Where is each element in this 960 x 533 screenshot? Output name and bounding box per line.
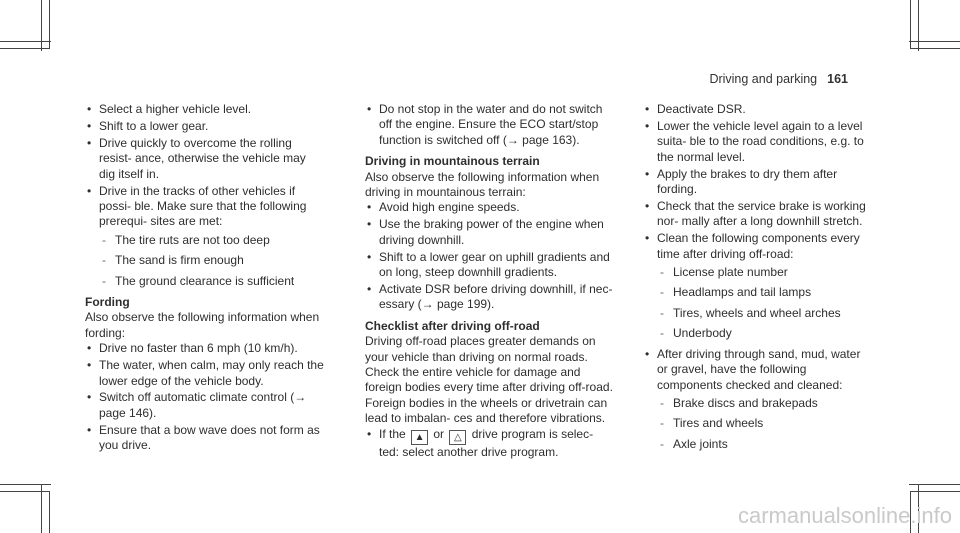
list-item: • Ensure that a bow wave does not form as you drive. [85,423,325,454]
list-item: • Shift to a lower gear on uphill gradients and on long, steep downhill gradients. [365,250,615,281]
section-heading-fording: Fording [85,294,130,309]
sub-list-item: - Tires and wheels [643,416,873,431]
sub-list-item: - Axle joints [643,437,873,452]
list-item: • Check that the service brake is working nor- mally after a long downhill stretch. [643,199,873,230]
list-item [365,427,615,460]
column-2 [365,102,615,462]
list-item: • Apply the brakes to dry them after fording. [643,167,873,198]
list-item: • The water, when calm, may only reach the lower edge of the vehicle body. [85,358,325,389]
list-item: • Clean the following components every time after driving off-road: [643,231,873,262]
list-item: • Drive quickly to overcome the rolling resist- ance, otherwise the vehicle may dig itself in. [85,136,325,182]
paragraph: Driving off-road places greater demands on your vehicle than driving on normal roads. Check the entire vehicle for damage and foreign bodies every time after driving off-road. Foreign bodies in the wheels or drivetrain can lead to imbalan- ces and therefore vibrations. [365,334,613,426]
sub-list-item: - The tire ruts are not too deep [85,233,325,248]
offroad-program-icon: ▲ [411,430,428,445]
sub-list-item: - License plate number [643,265,873,280]
list-item: • Select a higher vehicle level. [85,102,325,117]
sub-list-item: - Headlamps and tail lamps [643,285,873,300]
list-item: • Shift to a lower gear. [85,119,325,134]
text-fragment: If the [379,426,406,441]
column-3 [643,102,873,457]
page-number: 161 [827,72,848,86]
list-item: • Use the braking power of the engine when driving downhill. [365,217,615,248]
crop-mark [909,484,960,485]
list-item: • Lower the vehicle level again to a level suita- ble to the road conditions, e.g. to the normal level. [643,119,873,165]
list-item: • Drive no faster than 6 mph (10 km/h). [85,341,325,356]
crop-mark [0,41,51,42]
list-item: • Deactivate DSR. [643,102,873,117]
sub-list-item: - The ground clearance is sufficient [85,274,325,289]
running-header [709,72,848,86]
crop-mark [0,491,50,492]
list-item: • After driving through sand, mud, water or gravel, have the following components checked and cleaned: [643,347,873,393]
section-heading-mountainous: Driving in mountainous terrain [365,154,540,169]
column-1 [85,102,325,455]
paragraph: Also observe the following information when fording: [85,310,320,340]
watermark: carmanualsonline.info [737,503,952,528]
section-title: Driving and parking [709,72,818,86]
paragraph: Also observe the following information when driving in mountainous terrain: [365,169,600,200]
text-fragment: or [433,426,445,441]
crop-mark [0,48,50,49]
section-heading-checklist: Checklist after driving off-road [365,318,540,333]
list-item: • Switch off automatic climate control (→ page 146). [85,390,325,421]
crop-mark [910,0,911,49]
crop-mark [49,491,50,533]
crop-mark [910,48,960,49]
sub-list-item: - Underbody [643,326,873,341]
list-item: • Activate DSR before driving downhill, if nec- essary (→ page 199). [365,282,615,313]
sub-list-item: - Brake discs and brakepads [643,396,873,411]
list-item: • Do not stop in the water and do not switch off the engine. Ensure the ECO start/stop function is switched off (→ page 163). [365,102,615,148]
sub-list-item: - Tires, wheels and wheel arches [643,306,873,321]
sub-list-item: - The sand is firm enough [85,253,325,268]
list-item: • Avoid high engine speeds. [365,200,615,215]
crop-mark [49,0,50,49]
crop-mark [41,0,42,51]
rock-program-icon: △ [449,430,466,445]
list-item: • Drive in the tracks of other vehicles if possi- ble. Make sure that the following prerequi- sites are met: [85,184,325,230]
text-fragment: drive program is selec- ted: select another drive program. [379,426,594,459]
crop-mark [910,491,960,492]
crop-mark [0,484,51,485]
crop-mark [909,41,960,42]
crop-mark [918,0,919,51]
